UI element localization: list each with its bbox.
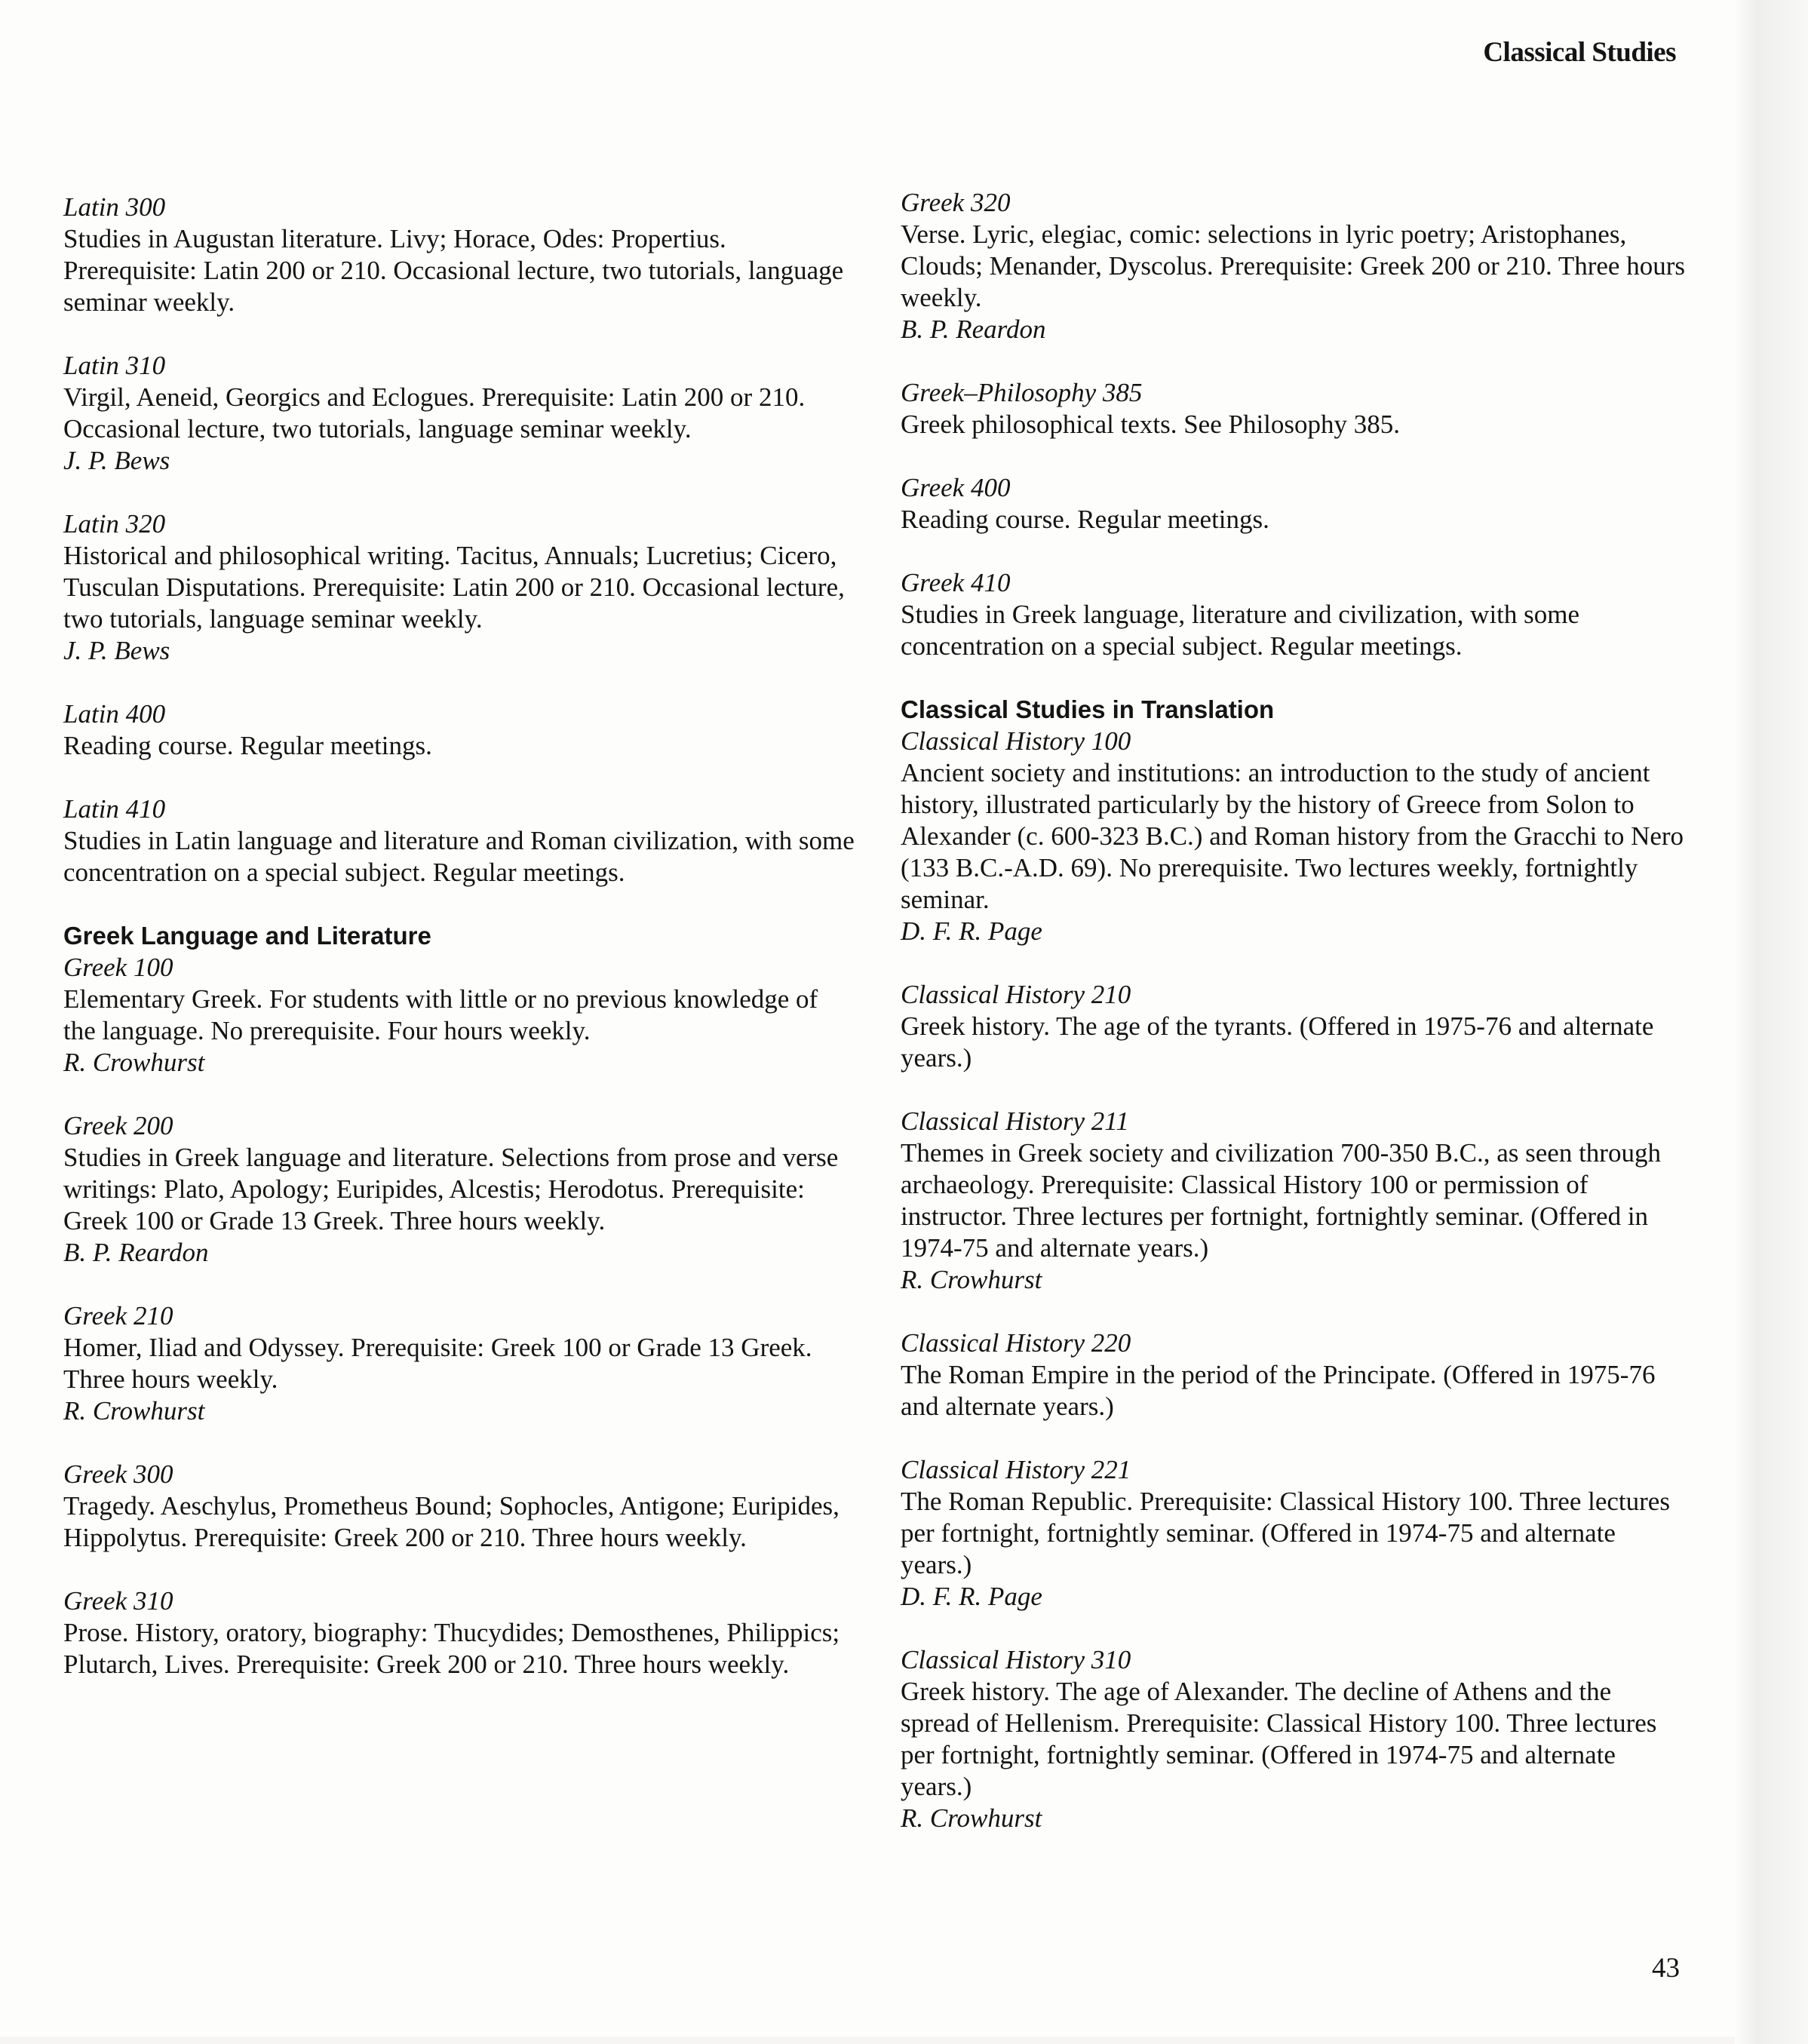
course-entry: [63, 1585, 855, 1680]
left-column: [63, 192, 855, 1712]
running-head: Classical Studies: [1483, 37, 1676, 68]
course-description: Elementary Greek. For students with little or no previous knowledge of the language. No prerequisite. Four hours weekly.: [63, 984, 818, 1045]
course-entry: [901, 1454, 1685, 1613]
course-code: Greek 100: [63, 953, 173, 982]
section-heading-translation: Classical Studies in Translation: [901, 695, 1275, 723]
course-instructor: D. F. R. Page: [901, 1582, 1042, 1611]
course-instructor: J. P. Bews: [63, 636, 170, 665]
course-instructor: R. Crowhurst: [901, 1265, 1042, 1294]
course-description: Verse. Lyric, elegiac, comic: selections in lyric poetry; Aristophanes, Clouds; Menander, Dyscolus. Prerequisite: Greek 200 or 210. Three hours weekly.: [901, 219, 1685, 312]
course-entry: [901, 979, 1685, 1074]
course-description: Reading course. Regular meetings.: [63, 731, 432, 760]
course-description: Greek philosophical texts. See Philosophy 385.: [901, 410, 1401, 439]
course-code: Classical History 220: [901, 1328, 1131, 1358]
course-code: Greek 200: [63, 1111, 173, 1140]
course-entry: [901, 472, 1685, 536]
course-code: Latin 400: [63, 699, 166, 729]
course-entry: [901, 726, 1685, 947]
course-entry: [63, 952, 855, 1079]
course-entry: [901, 1327, 1685, 1423]
course-description: Themes in Greek society and civilization 700-350 B.C., as seen through archaeology. Prerequisite: Classical History 100 or permission of instructor. Three lectures per fortnight, fortnightly seminar. (Offered in 1974-75 and alternate years.): [901, 1138, 1661, 1263]
course-code: Classical History 210: [901, 980, 1131, 1009]
course-code: Greek 410: [901, 568, 1011, 597]
course-description: Homer, Iliad and Odyssey. Prerequisite: Greek 100 or Grade 13 Greek. Three hours weekly.: [63, 1333, 812, 1394]
course-description: The Roman Republic. Prerequisite: Classical History 100. Three lectures per fortnight, fortnightly seminar. (Offered in 1974-75 and alternate years.): [901, 1487, 1670, 1579]
course-description: Historical and philosophical writing. Tacitus, Annuals; Lucretius; Cicero, Tusculan Disputations. Prerequisite: Latin 200 or 210. Occasional lecture, two tutorials, language seminar weekly.: [63, 541, 845, 634]
course-description: Tragedy. Aeschylus, Prometheus Bound; Sophocles, Antigone; Euripides, Hippolytus. Prerequisite: Greek 200 or 210. Three hours weekly.: [63, 1491, 840, 1552]
course-code: Latin 410: [63, 794, 166, 824]
section-heading-greek: Greek Language and Literature: [63, 922, 431, 950]
course-entry: [901, 567, 1685, 662]
course-description: Studies in Greek language and literature. Selections from prose and verse writings: Plato, Apology; Euripides, Alcestis; Herodotus. Prerequisite: Greek 100 or Grade 13 Greek. Three hours weekly.: [63, 1143, 839, 1235]
course-code: Greek 300: [63, 1459, 173, 1489]
course-code: Greek 400: [901, 473, 1011, 502]
course-code: Greek 210: [63, 1301, 173, 1330]
course-instructor: J. P. Bews: [63, 446, 170, 475]
course-entry: [901, 187, 1685, 345]
course-code: Classical History 221: [901, 1455, 1131, 1484]
course-code: Greek–Philosophy 385: [901, 378, 1143, 407]
course-instructor: R. Crowhurst: [63, 1048, 205, 1077]
course-entry: [63, 508, 855, 667]
course-code: Latin 320: [63, 509, 166, 539]
course-code: Classical History 100: [901, 726, 1131, 756]
course-entry: [901, 1644, 1685, 1834]
course-entry: [63, 1459, 855, 1554]
page-edge-shadow: [1735, 0, 1808, 2044]
course-instructor: B. P. Reardon: [901, 315, 1046, 344]
course-entry: [63, 350, 855, 477]
course-instructor: R. Crowhurst: [63, 1396, 205, 1426]
course-description: The Roman Empire in the period of the Principate. (Offered in 1975-76 and alternate years.): [901, 1360, 1656, 1421]
course-code: Classical History 211: [901, 1106, 1129, 1136]
course-description: Reading course. Regular meetings.: [901, 505, 1269, 534]
right-column: [901, 187, 1685, 1866]
course-code: Classical History 310: [901, 1645, 1131, 1674]
course-entry: [63, 1110, 855, 1269]
course-instructor: D. F. R. Page: [901, 916, 1042, 946]
course-description: Studies in Latin language and literature and Roman civilization, with some concentration on a special subject. Regular meetings.: [63, 826, 855, 887]
course-code: Latin 310: [63, 351, 166, 380]
course-code: Latin 300: [63, 192, 166, 222]
course-entry: [63, 793, 855, 888]
course-code: Greek 320: [901, 188, 1011, 217]
course-description: Greek history. The age of Alexander. The decline of Athens and the spread of Hellenism. Prerequisite: Classical History 100. Three lectures per fortnight, fortnightly seminar. (Offered in 1974-75 and alternate years.): [901, 1677, 1657, 1801]
course-instructor: R. Crowhurst: [901, 1803, 1042, 1833]
course-code: Greek 310: [63, 1586, 173, 1616]
course-entry: [901, 377, 1685, 440]
course-entry: [63, 1300, 855, 1427]
course-description: Virgil, Aeneid, Georgics and Eclogues. Prerequisite: Latin 200 or 210. Occasional lecture, two tutorials, language seminar weekly.: [63, 382, 806, 443]
course-instructor: B. P. Reardon: [63, 1238, 209, 1267]
course-entry: [63, 192, 855, 318]
course-description: Ancient society and institutions: an introduction to the study of ancient history, illustrated particularly by the history of Greece from Solon to Alexander (c. 600-323 B.C.) and Roman history from the Gracchi to Nero (133 B.C.-A.D. 69). No prerequisite. Two lectures weekly, fortnightly seminar.: [901, 758, 1684, 914]
page-number: 43: [1652, 1953, 1680, 1984]
course-description: Prose. History, oratory, biography: Thucydides; Demosthenes, Philippics; Plutarch, Lives. Prerequisite: Greek 200 or 210. Three hours weekly.: [63, 1618, 840, 1679]
course-entry: [901, 1106, 1685, 1296]
course-description: Studies in Greek language, literature and civilization, with some concentration on a special subject. Regular meetings.: [901, 600, 1580, 661]
course-description: Studies in Augustan literature. Livy; Horace, Odes: Propertius. Prerequisite: Latin 200 or 210. Occasional lecture, two tutorials, language seminar weekly.: [63, 224, 844, 317]
course-description: Greek history. The age of the tyrants. (Offered in 1975-76 and alternate years.): [901, 1011, 1654, 1073]
course-entry: [63, 698, 855, 762]
